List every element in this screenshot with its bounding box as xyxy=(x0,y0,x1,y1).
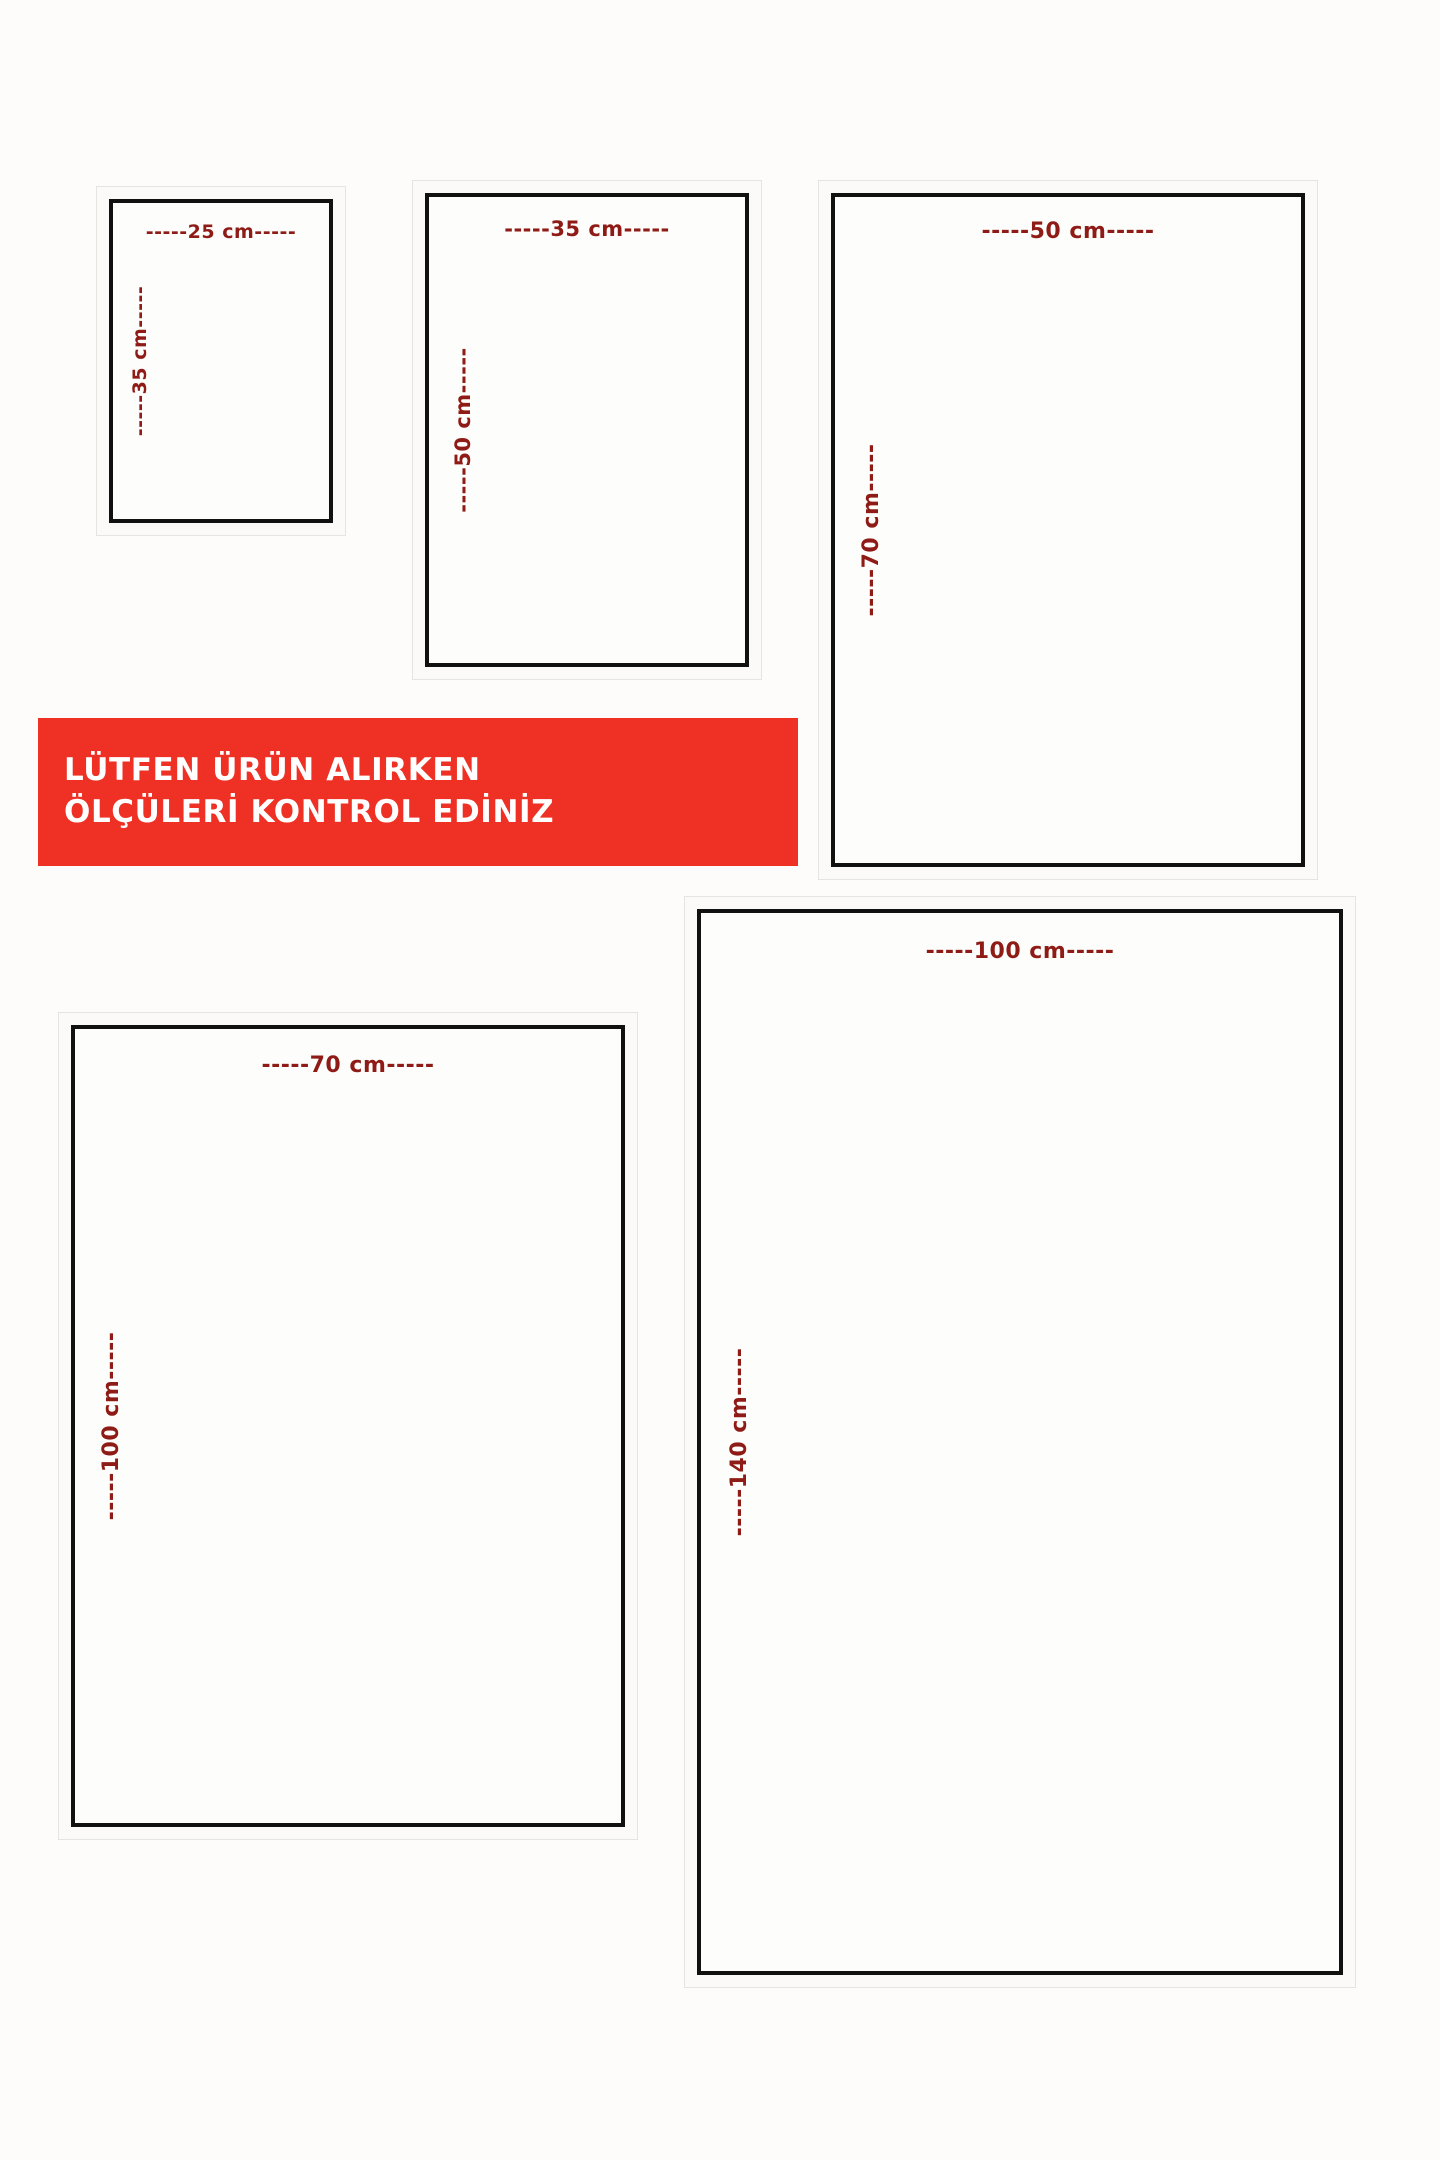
frame-50x70 xyxy=(818,180,1318,880)
height-label-70x100: -----100 cm----- xyxy=(99,1331,124,1521)
width-label-100x140: -----100 cm----- xyxy=(925,939,1115,964)
frame-70x100 xyxy=(58,1012,638,1840)
frame-inner-50x70 xyxy=(831,193,1305,867)
frame-inner-100x140 xyxy=(697,909,1343,1975)
width-label-25x35: -----25 cm----- xyxy=(145,221,297,243)
frame-inner-70x100 xyxy=(71,1025,625,1827)
height-label-50x70: -----70 cm----- xyxy=(859,443,884,617)
warning-line-1: LÜTFEN ÜRÜN ALIRKEN xyxy=(64,752,481,789)
width-label-70x100: -----70 cm----- xyxy=(261,1053,435,1078)
warning-line-2: ÖLÇÜLERİ KONTROL EDİNİZ xyxy=(64,794,555,830)
frame-inner-35x50 xyxy=(425,193,749,667)
width-label-50x70: -----50 cm----- xyxy=(981,219,1155,244)
height-label-25x35: -----35 cm----- xyxy=(129,285,151,437)
frame-inner-25x35 xyxy=(109,199,333,523)
frame-35x50 xyxy=(412,180,762,680)
height-label-100x140: -----140 cm----- xyxy=(727,1347,752,1537)
frame-100x140 xyxy=(684,896,1356,1988)
height-label-35x50: -----50 cm----- xyxy=(451,347,475,513)
warning-banner xyxy=(38,718,798,866)
frame-25x35 xyxy=(96,186,346,536)
width-label-35x50: -----35 cm----- xyxy=(504,217,670,241)
